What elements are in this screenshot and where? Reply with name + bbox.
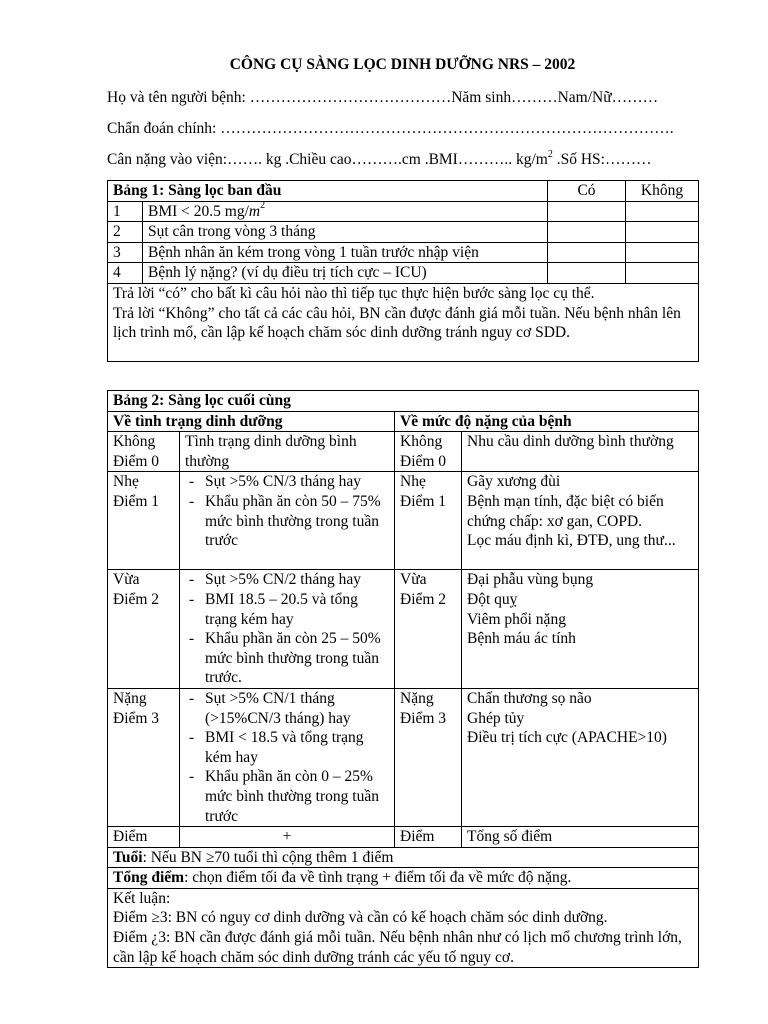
severity-cell <box>462 570 699 689</box>
severity-item: Gãy xương đùi <box>467 473 561 491</box>
severity-item: Lọc máu định kì, ĐTĐ, ung thư... <box>467 532 676 550</box>
row-question: Bệnh lý nặng? (ví dụ điều trị tích cực – ICU) <box>143 263 548 284</box>
nutrition-cell <box>180 472 395 570</box>
column-no: Không <box>626 181 699 202</box>
severity-level-cell <box>395 570 462 689</box>
row-number: 2 <box>108 222 143 243</box>
table-row <box>108 242 699 263</box>
nutrition-cell <box>180 688 395 826</box>
page-title: CÔNG CỤ SÀNG LỌC DINH DƯỠNG NRS – 2002 <box>229 56 576 73</box>
table-row <box>108 570 699 689</box>
score-row <box>108 827 699 848</box>
conclusion-high-risk: Điểm ≥3: BN có nguy cơ dinh dưỡng và cần có kế hoạch chăm sóc dinh dưỡng. <box>113 909 608 927</box>
row-number: 4 <box>108 263 143 284</box>
score-label: Điểm 0 <box>400 452 447 470</box>
level-cell <box>108 432 180 472</box>
total-note <box>108 868 699 889</box>
list-item: - Sụt >5% CN/2 tháng hay <box>185 570 389 590</box>
measurements-line <box>107 148 698 169</box>
answer-yes-cell[interactable] <box>548 222 626 243</box>
initial-screening-table <box>107 180 699 362</box>
measurements-text: Cân nặng vào viện:……. kg .Chiều cao……….cm .BMI……….. kg/m <box>107 151 548 168</box>
severity-cell <box>462 472 699 570</box>
conclusion-cell <box>108 888 699 967</box>
severity-item: Điều trị tích cực (APACHE>10) <box>467 729 667 747</box>
answer-no-cell[interactable] <box>626 263 699 284</box>
score-right-label: Điểm <box>395 827 462 848</box>
severity-item: Nhu cầu dinh dưỡng bình thường <box>467 433 674 451</box>
table-row <box>108 688 699 826</box>
severity-item: Viêm phổi nặng <box>467 610 566 628</box>
level-label: Nhẹ <box>400 473 426 491</box>
column-yes: Có <box>548 181 626 202</box>
row-question <box>143 201 548 222</box>
total-label: Tổng điểm <box>113 869 185 887</box>
age-text: : Nếu BN ≥70 tuổi thì cộng thêm 1 điểm <box>142 848 394 866</box>
table-header-row <box>108 181 699 202</box>
table-subheader-row <box>108 411 699 432</box>
score-plus: + <box>180 827 395 848</box>
severity-item: Đại phẫu vùng bụng <box>467 571 594 589</box>
level-label: Không <box>113 433 156 451</box>
severity-cell <box>462 432 699 472</box>
record-number-text: .Số HS:……… <box>552 151 652 168</box>
severity-item: Bệnh mạn tính, đặc biệt có biến chứng chấp: xơ gan, COPD. <box>467 492 664 530</box>
list-item: - BMI 18.5 – 20.5 và tổng trạng kém hay <box>185 590 389 629</box>
score-label: Điểm 1 <box>400 492 447 510</box>
list-item: - Khẩu phần ăn còn 50 – 75% mức bình thường trong tuần trước <box>185 492 389 551</box>
answer-no-cell[interactable] <box>626 201 699 222</box>
score-label: Điểm 3 <box>113 709 160 727</box>
conclusion-row <box>108 888 699 967</box>
level-cell <box>108 472 180 570</box>
severity-level-cell <box>395 432 462 472</box>
conclusion-low-risk: Điểm ¿3: BN cần được đánh giá mỗi tuần. Nếu bệnh nhân như có lịch mổ chương trình lớn, cần lập kế hoạch chăm sóc dinh dưỡng tránh các yếu tố nguy cơ. <box>113 929 682 966</box>
level-label: Vừa <box>400 571 427 589</box>
total-text: : chọn điểm tối đa về tình trạng + điểm tối đa về mức độ nặng. <box>184 869 572 887</box>
level-label: Nặng <box>113 689 147 707</box>
note-no: Trả lời “Không” cho tất cả các câu hỏi, BN cần được đánh giá mỗi tuần. Nếu bệnh nhân lên lịch trình mổ, cần lập kế hoạch chăm sóc dinh dưỡng tránh nguy cơ SDD. <box>113 304 681 342</box>
row-question: Sụt cân trong vòng 3 tháng <box>143 222 548 243</box>
disease-severity-header: Về mức độ nặng của bệnh <box>395 411 699 432</box>
severity-level-cell <box>395 472 462 570</box>
severity-cell <box>462 688 699 826</box>
final-screening-table <box>107 390 699 968</box>
table-note-row <box>108 283 699 361</box>
list-item: - Khẩu phần ăn còn 0 – 25% mức bình thường trong tuần trước <box>185 767 389 826</box>
table2-heading: Bảng 2: Sàng lọc cuối cùng <box>108 391 699 412</box>
nutrition-cell <box>180 570 395 689</box>
total-row <box>108 868 699 889</box>
score-label: Điểm 1 <box>113 492 160 510</box>
nutrition-cell: Tình trạng dinh dưỡng bình thường <box>180 432 395 472</box>
level-cell <box>108 688 180 826</box>
severity-item: Chấn thương sọ não <box>467 689 592 707</box>
score-left-label: Điểm <box>108 827 180 848</box>
answer-no-cell[interactable] <box>626 222 699 243</box>
note-yes: Trả lời “có” cho bất kì câu hỏi nào thì tiếp tục thực hiện bước sàng lọc cụ thể. <box>113 284 595 302</box>
answer-no-cell[interactable] <box>626 242 699 263</box>
table-row <box>108 201 699 222</box>
answer-yes-cell[interactable] <box>548 201 626 222</box>
diagnosis-line: Chẩn đoán chính: ……………………………………………………………………………. <box>107 120 674 137</box>
score-label: Điểm 2 <box>113 590 160 608</box>
score-label: Điểm 0 <box>113 452 160 470</box>
row-number: 3 <box>108 242 143 263</box>
list-item: - Sụt >5% CN/1 tháng (>15%CN/3 tháng) hay <box>185 689 389 728</box>
score-label: Điểm 3 <box>400 709 447 727</box>
severity-item: Ghép tủy <box>467 709 525 727</box>
age-note <box>108 847 699 868</box>
table1-heading: Bảng 1: Sàng lọc ban đầu <box>108 181 548 202</box>
table-row <box>108 472 699 570</box>
age-label: Tuổi <box>113 848 143 866</box>
level-label: Không <box>400 433 443 451</box>
score-total-label: Tổng số điểm <box>462 827 699 848</box>
unit-text: m <box>248 202 261 220</box>
row-number: 1 <box>108 201 143 222</box>
list-item: - Khẩu phần ăn còn 25 – 50% mức bình thường trong tuần trước. <box>185 629 389 688</box>
table-header-row <box>108 391 699 412</box>
severity-item: Đột quỵ <box>467 590 518 608</box>
level-label: Nặng <box>400 689 434 707</box>
age-row <box>108 847 699 868</box>
answer-yes-cell[interactable] <box>548 242 626 263</box>
unit-superscript: 2 <box>260 200 266 212</box>
unit-superscript: 2 <box>547 148 553 160</box>
answer-yes-cell[interactable] <box>548 263 626 284</box>
table-row <box>108 222 699 243</box>
level-label: Nhẹ <box>113 473 139 491</box>
severity-item: Bệnh máu ác tính <box>467 630 576 648</box>
list-item: - BMI < 18.5 và tổng trạng kém hay <box>185 728 389 767</box>
table-row <box>108 432 699 472</box>
table-row <box>108 263 699 284</box>
severity-level-cell <box>395 688 462 826</box>
level-label: Vừa <box>113 571 140 589</box>
patient-name-line: Họ và tên người bệnh: …………………………………Năm sinh………Nam/Nữ……… <box>107 89 659 106</box>
conclusion-title: Kết luận: <box>113 889 171 907</box>
list-item: - Sụt >5% CN/3 tháng hay <box>185 472 389 492</box>
nutrition-status-header: Về tình trạng dinh dưỡng <box>108 411 395 432</box>
score-label: Điểm 2 <box>400 590 447 608</box>
table1-note <box>108 283 699 361</box>
question-text: BMI < 20.5 mg/ <box>148 202 249 220</box>
row-question: Bệnh nhân ăn kém trong vòng 1 tuần trước nhập viện <box>143 242 548 263</box>
level-cell <box>108 570 180 689</box>
